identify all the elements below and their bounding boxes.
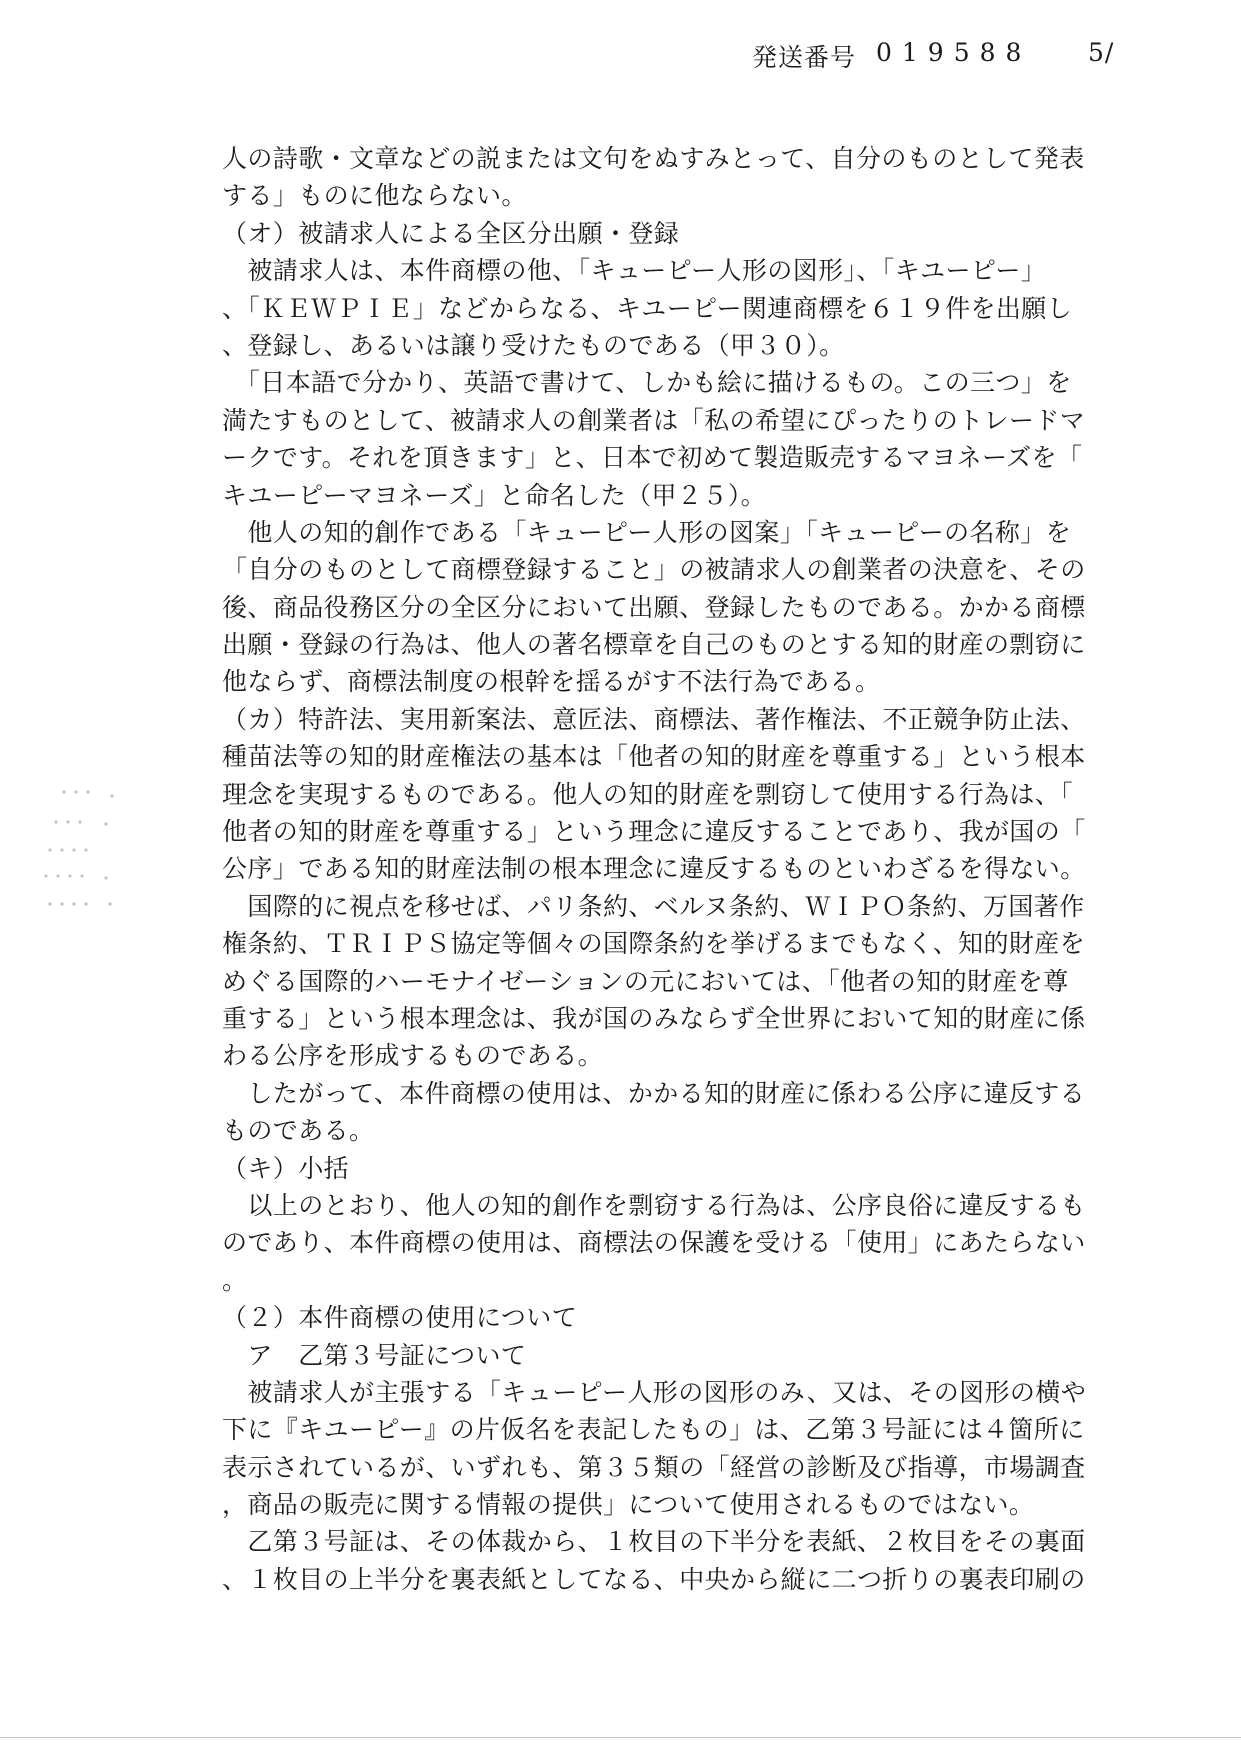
scan-edge-line xyxy=(0,1737,1241,1738)
text-line: 出願・登録の行為は、他人の著名標章を自己のものとする知的財産の剽窃に xyxy=(222,630,1086,660)
page-number: 5/ xyxy=(1088,38,1115,67)
text-line: 満たすものとして、被請求人の創業者は「私の希望にぴったりのトレードマ xyxy=(222,405,1086,435)
text-line: 理念を実現するものである。他人の知的財産を剽窃して使用する行為は、「 xyxy=(222,779,1074,809)
subsection-heading: ア 乙第３号証について xyxy=(222,1340,527,1370)
text-line: ものである。 xyxy=(222,1116,375,1146)
text-line: 種苗法等の知的財産権法の基本は「他者の知的財産を尊重する」という根本 xyxy=(222,742,1086,772)
text-line: ークです。それを頂きます」と、日本で初めて製造販売するマヨネーズを「 xyxy=(222,443,1083,473)
text-line: 他者の知的財産を尊重する」という理念に違反することであり、我が国の「 xyxy=(222,817,1086,847)
section-heading: （オ）被請求人による全区分出願・登録 xyxy=(222,218,680,248)
text-line: 権条約、ＴＲＩＰＳ協定等個々の国際条約を挙げるまでもなく、知的財産を xyxy=(222,929,1086,959)
text-line: 人の詩歌・文章などの説または文句をぬすみとって、自分のものとして発表 xyxy=(222,144,1085,173)
text-line: キユーピーマヨネーズ」と命名した（甲２５）。 xyxy=(222,480,767,510)
text-line: のであり、本件商標の使用は、商標法の保護を受ける「使用」にあたらない xyxy=(222,1228,1086,1258)
dispatch-number-label: 発送番号 xyxy=(752,43,857,72)
text-line: する」ものに他ならない。 xyxy=(222,181,527,211)
text-line: 、登録し、あるいは譲り受けたものである（甲３０）。 xyxy=(222,330,845,360)
text-line: 下に『キユーピー』の片仮名を表記したもの」は、乙第３号証には４箇所に xyxy=(222,1415,1085,1445)
text-line: 後、商品役務区分の全区分において出願、登録したものである。かかる商標 xyxy=(222,592,1086,622)
page-header xyxy=(752,38,1122,74)
text-line: 表示されているが、いずれも、第３５類の「経営の診断及び指導，市場調査 xyxy=(222,1452,1086,1482)
text-line: 他人の知的創作である「キューピー人形の図案」「キューピーの名称」を xyxy=(222,517,1072,547)
text-line: 「日本語で分かり、英語で書けて、しかも絵に描けるもの。この三つ」を xyxy=(222,368,1072,398)
text-line: わる公序を形成するものである。 xyxy=(222,1041,604,1071)
text-line: 重する」という根本理念は、我が国のみならず全世界において知的財産に係 xyxy=(222,1003,1086,1033)
text-line: 被請求人が主張する「キューピー人形の図形のみ、又は、その図形の横や xyxy=(222,1377,1087,1407)
text-line: 以上のとおり、他人の知的創作を剽窃する行為は、公序良俗に違反するも xyxy=(222,1190,1086,1220)
body-text xyxy=(222,140,1092,1598)
text-line: 被請求人は、本件商標の他、「キューピー人形の図形」、「キユーピー」 xyxy=(222,256,1047,286)
text-line: めぐる国際的ハーモナイゼーションの元においては、「他者の知的財産を尊 xyxy=(222,966,1069,996)
scan-dot-artifact xyxy=(36,788,126,928)
text-line: したがって、本件商標の使用は、かかる知的財産に係わる公序に違反する xyxy=(222,1078,1086,1108)
text-line: 国際的に視点を移せば、パリ条約、ベルヌ条約、ＷＩＰＯ条約、万国著作 xyxy=(222,891,1085,921)
text-line: 乙第３号証は、その体裁から、１枚目の下半分を表紙、２枚目をその裏面 xyxy=(222,1527,1086,1557)
text-line: 「自分のものとして商標登録すること」の被請求人の創業者の決意を、その xyxy=(222,555,1086,585)
text-line: ，商品の販売に関する情報の提供」について使用されるものではない。 xyxy=(222,1490,1035,1520)
section-heading: （２）本件商標の使用について xyxy=(222,1303,578,1333)
text-line: 、１枚目の上半分を裏表紙としてなる、中央から縦に二つ折りの裏表印刷の xyxy=(222,1564,1086,1594)
section-heading: （カ）特許法、実用新案法、意匠法、商標法、著作権法、不正競争防止法、 xyxy=(222,704,1086,734)
section-heading: （キ）小括 xyxy=(222,1153,350,1183)
text-line: 。 xyxy=(222,1265,248,1295)
text-line: 公序」である知的財産法制の根本理念に違反するものといわざるを得ない。 xyxy=(222,854,1086,884)
dispatch-number: 019588 xyxy=(876,38,1032,67)
text-line: 他ならず、商標法制度の根幹を揺るがす不法行為である。 xyxy=(222,667,881,697)
text-line: 、「ＫＥＷＰＩＥ」などからなる、キユーピー関連商標を６１９件を出願し xyxy=(222,293,1073,323)
